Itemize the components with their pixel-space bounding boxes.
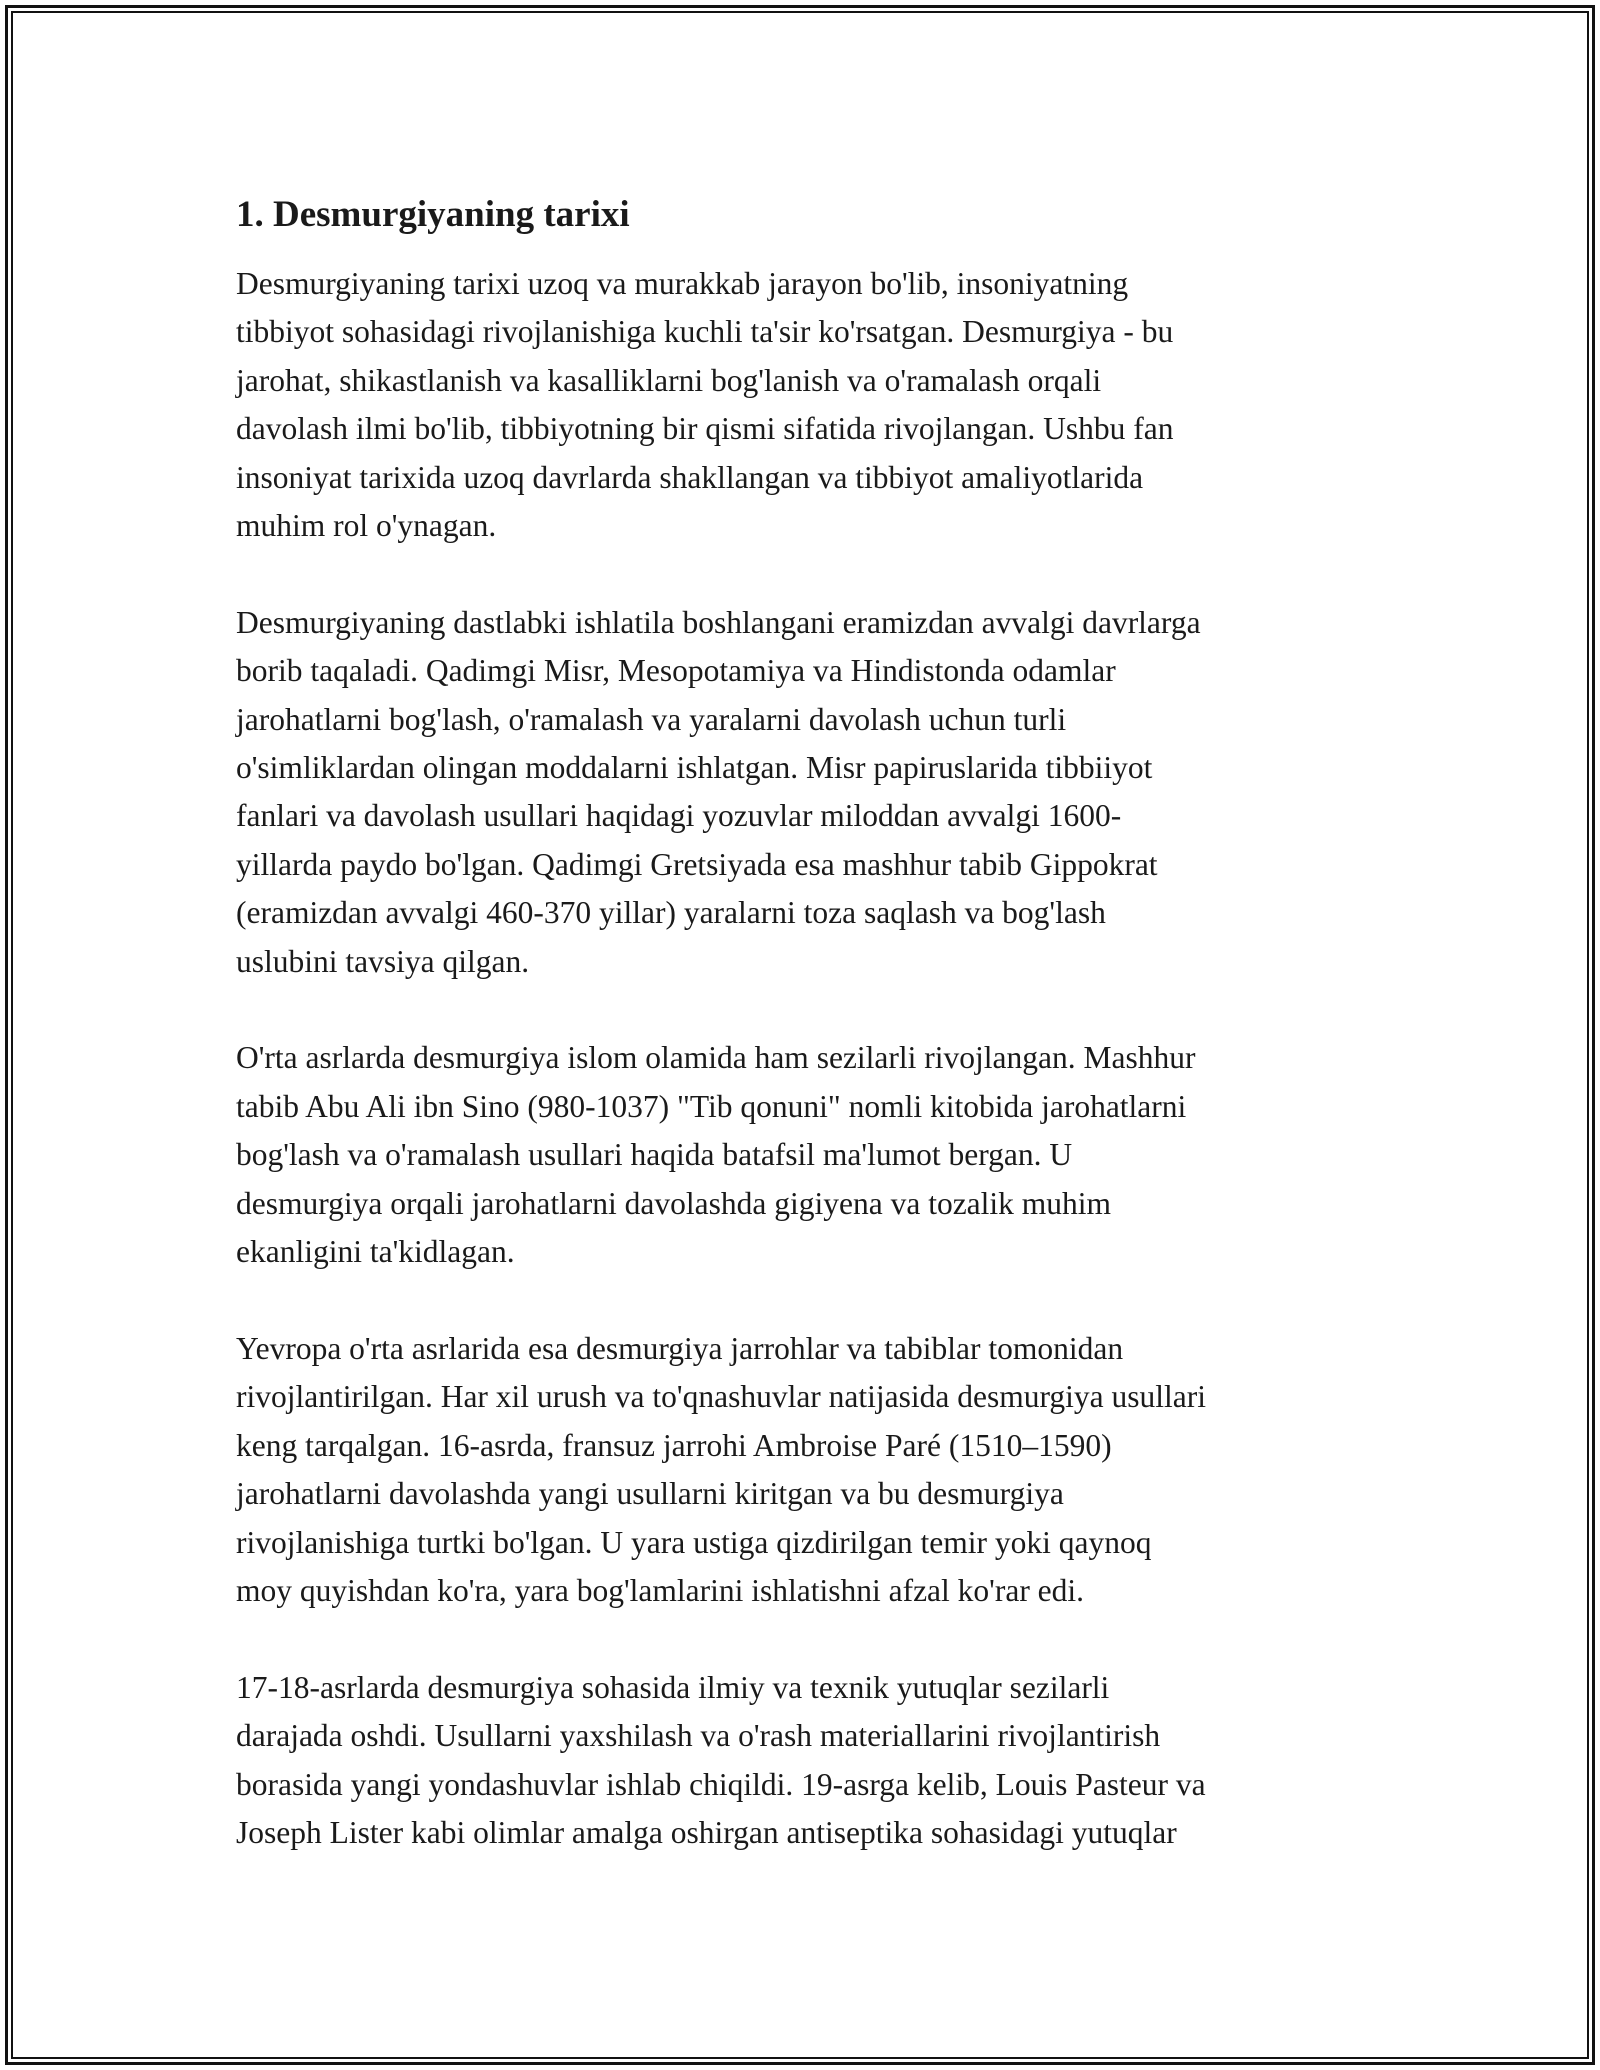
section-heading: 1. Desmurgiyaning tarixi <box>236 194 630 235</box>
text-line: (eramizdan avvalgi 460-370 yillar) yaralarni toza saqlash va bog'lash <box>236 895 1106 931</box>
text-line: Desmurgiyaning dastlabki ishlatila boshlangani eramizdan avvalgi davrlarga <box>236 604 1201 640</box>
text-line: tabib Abu Ali ibn Sino (980-1037) "Tib qonuni" nomli kitobida jarohatlarni <box>236 1088 1187 1124</box>
text-line: 17-18-asrlarda desmurgiya sohasida ilmiy va texnik yutuqlar sezilarli <box>236 1669 1110 1705</box>
text-line: jarohat, shikastlanish va kasalliklarni bog'lanish va o'ramalash orqali <box>236 362 1102 398</box>
text-line: borib taqaladi. Qadimgi Misr, Mesopotamiya va Hindistonda odamlar <box>236 653 1116 689</box>
text-line: Yevropa o'rta asrlarida esa desmurgiya jarrohlar va tabiblar tomonidan <box>236 1330 1124 1366</box>
paragraph-3 <box>236 1034 1376 1276</box>
text-line: moy quyishdan ko'ra, yara bog'lamlarini ishlatishni afzal ko'rar edi. <box>236 1572 1085 1608</box>
text-line: uslubini tavsiya qilgan. <box>236 943 530 979</box>
text-line: rivojlanishiga turtki bo'lgan. U yara ustiga qizdirilgan temir yoki qaynoq <box>236 1524 1152 1560</box>
text-line: O'rta asrlarda desmurgiya islom olamida ham sezilarli rivojlangan. Mashhur <box>236 1040 1196 1076</box>
text-line: o'simliklardan olingan moddalarni ishlatgan. Misr papiruslarida tibbiiyot <box>236 750 1153 786</box>
text-line: rivojlantirilgan. Har xil urush va to'qnashuvlar natijasida desmurgiya usullari <box>236 1379 1207 1415</box>
paragraph-5 <box>236 1664 1376 1858</box>
text-line: desmurgiya orqali jarohatlarni davolashda gigiyena va tozalik muhim <box>236 1185 1112 1221</box>
text-line: Desmurgiyaning tarixi uzoq va murakkab jarayon bo'lib, insoniyatning <box>236 266 1129 301</box>
text-line: darajada oshdi. Usullarni yaxshilash va o'rash materiallarini rivojlantirish <box>236 1718 1161 1754</box>
paragraph-2 <box>236 599 1376 986</box>
text-line: yillarda paydo bo'lgan. Qadimgi Gretsiyada esa mashhur tabib Gippokrat <box>236 846 1158 882</box>
text-line: muhim rol o'ynagan. <box>236 508 497 544</box>
text-line: keng tarqalgan. 16-asrda, fransuz jarrohi Ambroise Paré (1510–1590) <box>236 1427 1112 1463</box>
text-line: jarohatlarni bog'lash, o'ramalash va yaralarni davolash uchun turli <box>236 701 1067 737</box>
text-line: fanlari va davolash usullari haqidagi yozuvlar miloddan avvalgi 1600- <box>236 798 1122 834</box>
paragraph-4 <box>236 1325 1376 1615</box>
text-line: Joseph Lister kabi olimlar amalga oshirgan antiseptika sohasidagi yutuqlar <box>236 1814 1177 1850</box>
paragraph-1 <box>236 260 1376 550</box>
text-line: jarohatlarni davolashda yangi usullarni kiritgan va bu desmurgiya <box>236 1476 1064 1512</box>
text-line: borasida yangi yondashuvlar ishlab chiqildi. 19-asrga kelib, Louis Pasteur va <box>236 1766 1206 1802</box>
text-line: ekanligini ta'kidlagan. <box>236 1234 515 1270</box>
text-line: davolash ilmi bo'lib, tibbiyotning bir qismi sifatida rivojlangan. Ushbu fan <box>236 411 1174 447</box>
text-line: bog'lash va o'ramalash usullari haqida batafsil ma'lumot bergan. U <box>236 1137 1073 1173</box>
text-line: insoniyat tarixida uzoq davrlarda shakllangan va tibbiyot amaliyotlarida <box>236 459 1144 495</box>
text-line: tibbiyot sohasidagi rivojlanishiga kuchli ta'sir ko'rsatgan. Desmurgiya - bu <box>236 314 1174 350</box>
document-body <box>236 190 1376 1906</box>
